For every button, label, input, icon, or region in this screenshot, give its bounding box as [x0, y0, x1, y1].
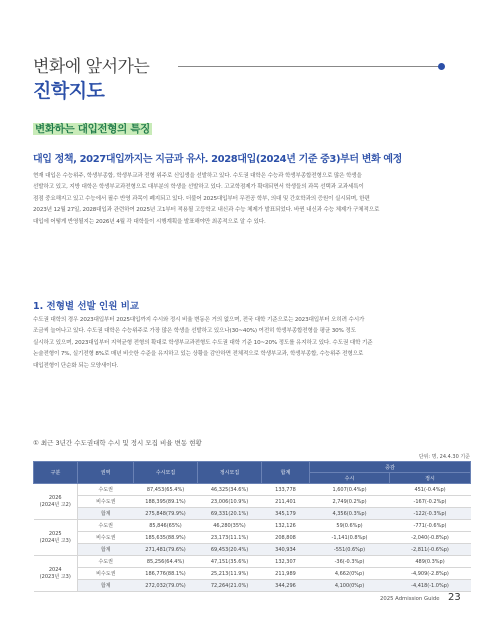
section1-paragraph	[33, 315, 468, 372]
change-early-cell: -1,141(0.8%p)	[310, 532, 390, 544]
region-cell: 합계	[78, 508, 134, 520]
change-regular-cell: -771(-0.6%p)	[390, 520, 471, 532]
early-cell: 185,635(88.9%)	[134, 532, 198, 544]
th-total: 합계	[262, 462, 310, 484]
th-change-early: 수시	[310, 473, 390, 484]
change-regular-cell: 451(-0.4%p)	[390, 484, 471, 496]
change-early-cell: -551(0.6%p)	[310, 544, 390, 556]
regular-cell: 69,331(20.1%)	[198, 508, 262, 520]
early-cell: 85,256(64.4%)	[134, 556, 198, 568]
region-cell: 합계	[78, 544, 134, 556]
change-early-cell: 4,356(0.3%p)	[310, 508, 390, 520]
early-cell: 272,032(79.0%)	[134, 580, 198, 592]
intro-line: 현재 대입은 수능위주, 학생부종합, 학생부교과 전형 위주로 신입생을 선발하고 있다. 수도권 대학은 수능과 학생부종합전형으로 많은 학생을	[33, 173, 362, 179]
regular-cell: 25,213(11.9%)	[198, 568, 262, 580]
region-cell: 수도권	[78, 556, 134, 568]
title-divider	[178, 66, 440, 67]
early-cell: 186,776(88.1%)	[134, 568, 198, 580]
change-regular-cell: -4,418(-1.0%p)	[390, 580, 471, 592]
table-row-total	[34, 580, 471, 592]
regular-cell: 23,006(10.9%)	[198, 496, 262, 508]
section1-line: 대입전형이 단순화 되는 모양새이다.	[33, 362, 119, 369]
section-highlight-title: 변화하는 대입전형의 특징	[35, 123, 150, 135]
early-cell: 85,846(65%)	[134, 520, 198, 532]
change-early-cell: -36(-0.3%p)	[310, 556, 390, 568]
total-cell: 344,296	[262, 580, 310, 592]
section-subtitle: 대입 정책, 2027대입까지는 지금과 유사. 2028대입(2024년 기준 중3)부터 변화 예정	[33, 154, 402, 165]
table-row	[34, 520, 471, 532]
table-row	[34, 484, 471, 496]
change-regular-cell: -2,040(-0.8%p)	[390, 532, 471, 544]
section1-line: 논술전형이 7%, 실기전형 8%로 매년 비슷한 수준을 유지하고 있는 상황을 감안하면 전체적으로 학생부교과, 학생부종합, 수능위주 전형으로	[33, 351, 364, 358]
regular-cell: 69,453(20.4%)	[198, 544, 262, 556]
total-cell: 132,307	[262, 556, 310, 568]
region-cell: 비수도권	[78, 532, 134, 544]
change-regular-cell: -122(-0.3%p)	[390, 508, 471, 520]
table-unit: 단위: 명, 24.4.30 기준	[418, 454, 470, 460]
th-regular: 정시모집	[198, 462, 262, 484]
section1-line: 실시하고 있으며, 2023대입부터 지역균형 전형의 확대로 학생부교과전형도 수도권 대학 기준 10~20% 정도를 유지하고 있다. 수도권 대학 기준	[33, 339, 373, 346]
total-cell: 133,778	[262, 484, 310, 496]
year-cell: 2026 (2024년 고2)	[34, 484, 78, 520]
change-regular-cell: -2,811(-0.6%p)	[390, 544, 471, 556]
region-cell: 합계	[78, 580, 134, 592]
th-change: 증감	[310, 462, 471, 473]
page-title-line1: 변화에 앞서가는	[33, 57, 150, 77]
table-row-total	[34, 508, 471, 520]
table-row	[34, 556, 471, 568]
intro-paragraph	[33, 171, 468, 228]
table-row-total	[34, 544, 471, 556]
total-cell: 345,179	[262, 508, 310, 520]
regular-cell: 23,173(11.1%)	[198, 532, 262, 544]
change-regular-cell: -4,909(-2.8%p)	[390, 568, 471, 580]
total-cell: 340,934	[262, 544, 310, 556]
title-dot-icon	[438, 63, 445, 70]
intro-line: 선발하고 있고, 지방 대학은 학생부교과전형으로 대부분의 학생을 선발하고 있다. 고교학점제가 확대되면서 학생들의 과목 선택과 교과세특이	[33, 184, 364, 191]
change-regular-cell: 489(0.3%p)	[390, 556, 471, 568]
early-cell: 87,453(65.4%)	[134, 484, 198, 496]
page-number: 23	[448, 592, 461, 603]
table-row	[34, 568, 471, 580]
region-cell: 비수도권	[78, 568, 134, 580]
table-row	[34, 532, 471, 544]
early-cell: 188,395(89.1%)	[134, 496, 198, 508]
intro-line: 대입에 어떻게 반영될지는 2026년 4월 각 대학들이 시행계획을 발표해야만 최종적으로 알 수 있다.	[33, 218, 266, 225]
regular-cell: 47,151(35.6%)	[198, 556, 262, 568]
th-region: 권역	[78, 462, 134, 484]
footer-guide: 2025 Admission Guide	[380, 596, 440, 602]
section1-line: 수도권 대학의 경우 2023대입부터 2025대입까지 수시와 정시 비율 변동은 거의 없으며, 전국 대학 기준으로는 2023대입부터 오히려 수시가	[33, 317, 365, 323]
section1-title: 1. 전형별 선발 인원 비교	[33, 301, 140, 312]
th-change-regular: 정시	[390, 473, 471, 484]
regular-cell: 72,264(21.0%)	[198, 580, 262, 592]
total-cell: 211,401	[262, 496, 310, 508]
region-cell: 비수도권	[78, 496, 134, 508]
change-early-cell: 4,662(0%p)	[310, 568, 390, 580]
intro-line: 2023년 12월 27일, 2028대입과 관련하여 2025년 고1부터 적용될 고등학교 내신과 수능 체제가 발표되었다. 바뀐 내신과 수능 체제가 구체적으로	[33, 207, 380, 214]
page-title-line2: 진학지도	[33, 80, 105, 102]
table-caption: ① 최근 3년간 수도권대학 수시 및 정시 모집 비율 변동 현황	[33, 439, 202, 447]
total-cell: 208,808	[262, 532, 310, 544]
intro-line: 점점 중요해지고 있고 수능에서 필수 반영 과목이 폐지되고 있다. 더불어 2025대입부터 무전공 학부, 의대 및 간호학과의 증원이 실시되며, 한편	[33, 195, 370, 202]
year-cell: 2025 (2024년 고3)	[34, 520, 78, 556]
change-early-cell: 59(0.6%p)	[310, 520, 390, 532]
region-cell: 수도권	[78, 484, 134, 496]
change-early-cell: 1,607(0.4%p)	[310, 484, 390, 496]
total-cell: 132,126	[262, 520, 310, 532]
regular-cell: 46,280(35%)	[198, 520, 262, 532]
change-early-cell: 4,100(0%p)	[310, 580, 390, 592]
regular-cell: 46,325(34.6%)	[198, 484, 262, 496]
early-cell: 275,848(79.9%)	[134, 508, 198, 520]
early-cell: 271,481(79.6%)	[134, 544, 198, 556]
region-cell: 수도권	[78, 520, 134, 532]
change-early-cell: 2,749(0.2%p)	[310, 496, 390, 508]
th-early: 수시모집	[134, 462, 198, 484]
total-cell: 211,989	[262, 568, 310, 580]
section1-line: 조금씩 늘어나고 있다. 수도권 대학은 수능위주로 가장 많은 학생을 선발하고 있으나(30~40%) 여전히 학생부종합전형을 평균 30% 정도	[33, 328, 356, 335]
change-regular-cell: -167(-0.2%p)	[390, 496, 471, 508]
year-cell: 2024 (2023년 고3)	[34, 556, 78, 592]
admission-ratio-table	[33, 461, 471, 592]
table-row	[34, 496, 471, 508]
th-group: 구분	[34, 462, 78, 484]
